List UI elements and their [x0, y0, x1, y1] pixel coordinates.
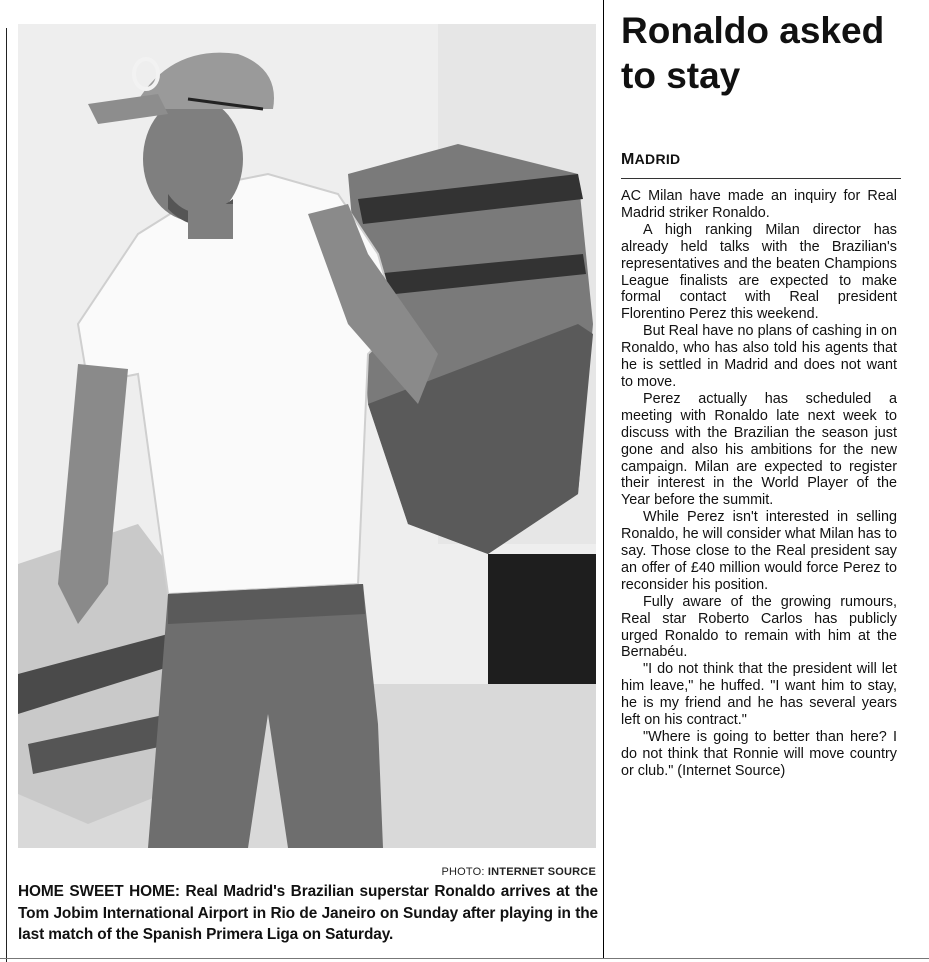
dateline-initial: M	[621, 151, 635, 168]
article-body	[621, 188, 897, 780]
photo-caption: HOME SWEET HOME: Real Madrid's Brazilian superstar Ronaldo arrives at the Tom Jobim International Airport in Rio de Janeiro on Sunday after playing in the last match of the Spanish Primera Liga on Saturday.	[18, 883, 598, 943]
article-paragraph: "Where is going to better than here? I do not think that Ronnie will move country or club." (Internet Source)	[621, 729, 897, 779]
article-paragraph: "I do not think that the president will let him leave," he huffed. "I want him to stay, he is my friend and he has several years left on his contract."	[621, 661, 897, 729]
article-dateline	[621, 151, 680, 169]
news-photo	[18, 24, 596, 848]
photo-credit	[18, 866, 596, 878]
left-border-rule	[6, 28, 7, 962]
article-paragraph: AC Milan have made an inquiry for Real Madrid striker Ronaldo.	[621, 188, 897, 221]
bottom-border-rule	[0, 958, 929, 959]
dateline-rest: ADRID	[634, 151, 681, 167]
article-paragraph: Perez actually has scheduled a meeting with Ronaldo late next week to discuss with the Brazilian the season just gone and also his ambitions for the new campaign. Milan are expected to register their interest in the World Player of the Year before the summit.	[621, 390, 897, 509]
credit-source: INTERNET SOURCE	[487, 866, 596, 878]
dateline-rule	[621, 178, 901, 179]
article-headline: Ronaldo asked to stay	[621, 10, 885, 96]
article-paragraph: Fully aware of the growing rumours, Real star Roberto Carlos has publicly urged Ronaldo to remain with him at the Bernabéu.	[621, 593, 897, 661]
article-paragraph: While Perez isn't interested in selling Ronaldo, he will consider what Milan has to say. Those close to the Real president say an offer of £40 million would force Perez to reconsider his position.	[621, 509, 897, 593]
article-paragraph: But Real have no plans of cashing in on Ronaldo, who has also told his agents that he is settled in Madrid and does not want to move.	[621, 323, 897, 390]
column-divider	[603, 0, 604, 958]
article-paragraph: A high ranking Milan director has already held talks with the Brazilian's representatives and the beaten Champions League finalists are expected to make formal contact with Real president Florentino Perez this weekend.	[621, 221, 897, 323]
credit-prefix: PHOTO:	[441, 866, 488, 878]
photo-illustration	[18, 24, 596, 848]
